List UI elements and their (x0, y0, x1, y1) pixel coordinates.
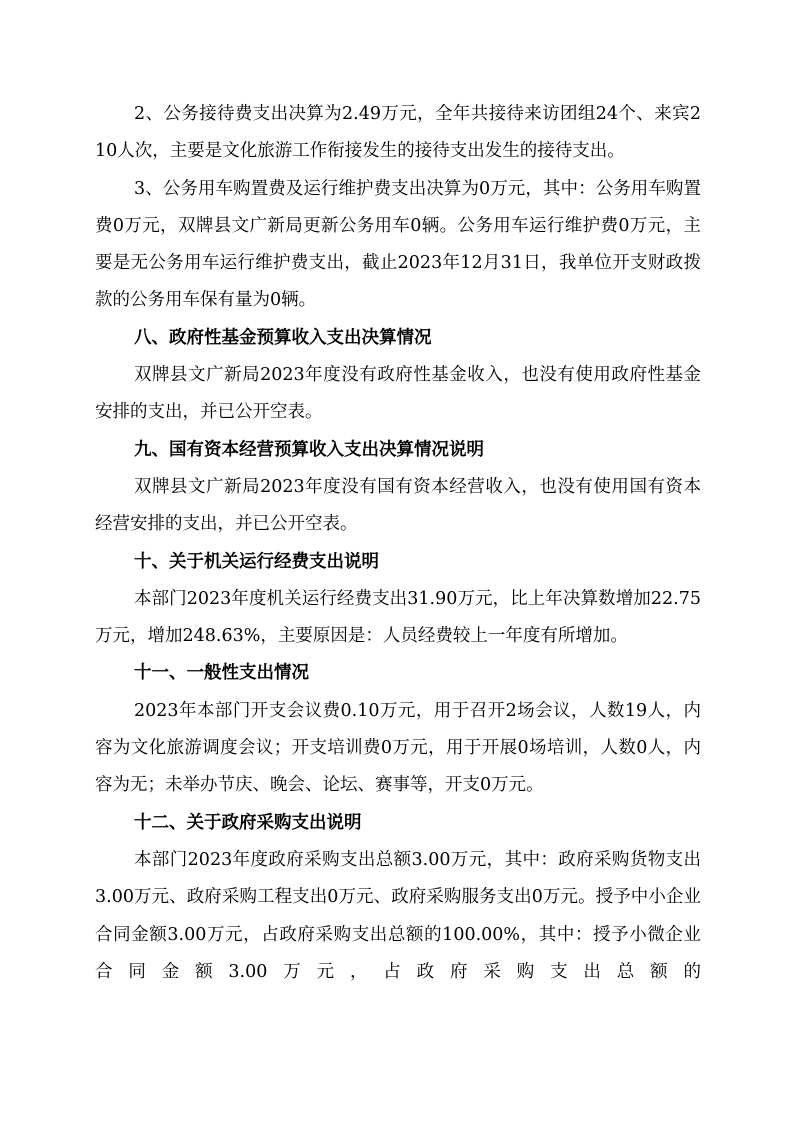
paragraph-general-expense: 2023年本部门开支会议费0.10万元，用于召开2场会议，人数19人，内容为文化旅游调度会议；开支培训费0万元，用于开展0场培训，人数0人，内容为无；未举办节庆、晚会、论坛、赛事等，开支0万元。 (95, 700, 701, 796)
document-body (95, 96, 701, 991)
heading-government-fund: 八、政府性基金预算收入支出决算情况 (134, 327, 432, 348)
paragraph-state-capital: 双牌县文广新局2023年度没有国有资本经营收入，也没有使用国有资本经营安排的支出，并已公开空表。 (95, 476, 701, 535)
heading-general-expense: 十一、一般性支出情况 (134, 663, 309, 684)
heading-operating-expense: 十、关于机关运行经费支出说明 (134, 551, 379, 572)
paragraph-operating-expense: 本部门2023年度机关运行经费支出31.90万元，比上年决算数增加22.75万元，增加248.63%，主要原因是：人员经费较上一年度有所增加。 (95, 588, 701, 647)
paragraph-reception-expense: 2、公务接待费支出决算为2.49万元，全年共接待来访团组24个、来宾210人次，主要是文化旅游工作衔接发生的接待支出发生的接待支出。 (95, 104, 701, 162)
paragraph-vehicle-expense: 3、公务用车购置费及运行维护费支出决算为0万元，其中：公务用车购置费0万元，双牌县文广新局更新公务用车0辆。公务用车运行维护费0万元，主要是无公务用车运行维护费支出，截止2023年12月31日，我单位开支财政拨款的公务用车保有量为0辆。 (95, 178, 701, 311)
heading-procurement: 十二、关于政府采购支出说明 (134, 812, 362, 833)
paragraph-procurement: 本部门2023年度政府采购支出总额3.00万元，其中：政府采购货物支出3.00万元、政府采购工程支出0万元、政府采购服务支出0万元。授予中小企业合同金额3.00万元，占政府采购支出总额的100.00%，其中：授予小微企业合同金额3.00万元，占政府采购支出总额的 (95, 849, 701, 982)
heading-state-capital: 九、国有资本经营预算收入支出决算情况说明 (134, 439, 484, 460)
paragraph-government-fund: 双牌县文广新局2023年度没有政府性基金收入，也没有使用政府性基金安排的支出，并已公开空表。 (95, 365, 701, 423)
